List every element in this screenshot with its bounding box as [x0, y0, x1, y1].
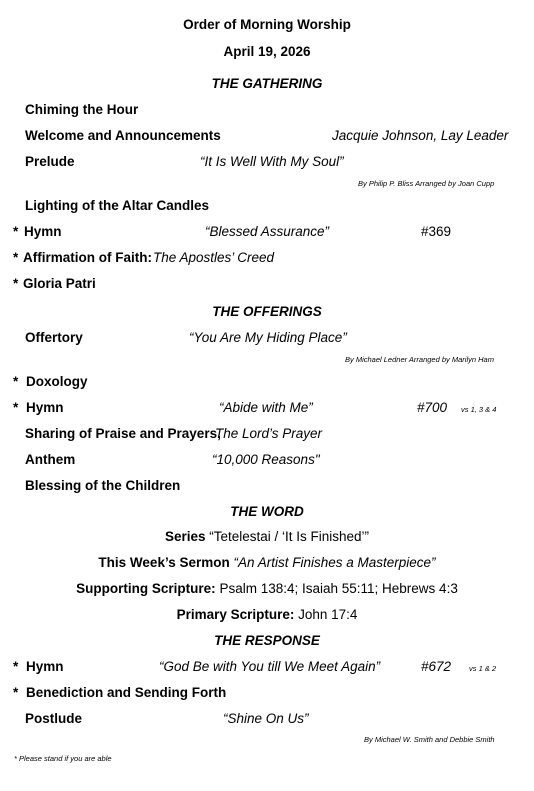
section-heading-response: THE RESPONSE [214, 633, 320, 648]
hymn-2-title: “Abide with Me” [219, 400, 313, 415]
item-blessing-children: Blessing of the Children [25, 478, 181, 493]
item-altar-candles: Lighting of the Altar Candles [25, 198, 209, 213]
item-doxology: Doxology [26, 374, 88, 389]
primary-scripture-text: John 17:4 [298, 607, 358, 622]
affirmation-text: The Apostles’ Creed [153, 250, 275, 265]
item-hymn-2: Hymn [26, 400, 64, 415]
stand-marker: * [13, 400, 19, 415]
stand-marker: * [13, 224, 19, 239]
item-hymn-1: Hymn [24, 224, 62, 239]
item-benediction: Benediction and Sending Forth [26, 685, 227, 700]
item-postlude: Postlude [25, 711, 83, 726]
supporting-scripture-text: Psalm 138:4; Isaiah 55:11; Hebrews 4:3 [219, 581, 458, 596]
supporting-scripture-line [0, 582, 534, 596]
section-heading-word: THE WORD [230, 504, 304, 519]
service-date: April 19, 2026 [223, 44, 311, 59]
hymn-3-verses: vs 1 & 2 [469, 664, 497, 673]
stand-marker: * [13, 685, 19, 700]
item-offertory: Offertory [25, 330, 83, 345]
sermon-text: “An Artist Finishes a Masterpiece” [233, 555, 436, 570]
hymn-3-number: #672 [421, 659, 452, 674]
series-line [0, 530, 534, 544]
hymn-2-number: #700 [417, 400, 448, 415]
anthem-title: “10,000 Reasons" [212, 452, 320, 467]
item-chiming-the-hour: Chiming the Hour [25, 102, 139, 117]
hymn-1-title: “Blessed Assurance” [205, 224, 330, 239]
section-heading-gathering: THE GATHERING [211, 76, 323, 91]
primary-scripture-line [0, 608, 534, 622]
item-anthem: Anthem [25, 452, 76, 467]
hymn-3-title: “God Be with You till We Meet Again” [159, 659, 381, 674]
prelude-credit: By Philip P. Bliss Arranged by Joan Cupp [358, 179, 495, 188]
stand-marker: * [13, 250, 19, 265]
postlude-credit: By Michael W. Smith and Debbie Smith [364, 735, 495, 744]
offertory-credit: By Michael Ledner Arranged by Marilyn Ham [345, 355, 494, 364]
item-hymn-3: Hymn [26, 659, 64, 674]
sermon-label: This Week’s Sermon [98, 555, 230, 570]
sermon-line [0, 556, 534, 570]
offertory-title: “You Are My Hiding Place” [189, 330, 347, 345]
item-affirmation: Affirmation of Faith: [23, 250, 152, 265]
primary-scripture-label: Primary Scripture: [176, 607, 295, 622]
bulletin-title: Order of Morning Worship [183, 17, 351, 32]
stand-marker: * [13, 659, 19, 674]
item-welcome: Welcome and Announcements [25, 128, 221, 143]
stand-marker: * [13, 276, 19, 291]
supporting-scripture-label: Supporting Scripture: [76, 581, 216, 596]
item-gloria-patri: Gloria Patri [23, 276, 96, 291]
prelude-title: “It Is Well With My Soul” [200, 154, 344, 169]
welcome-leader: Jacquie Johnson, Lay Leader [332, 128, 509, 143]
postlude-title: “Shine On Us” [223, 711, 309, 726]
series-label: Series [164, 529, 206, 544]
footnote: * Please stand if you are able [14, 754, 112, 763]
stand-marker: * [13, 374, 19, 389]
sharing-text: The Lord’s Prayer [215, 426, 323, 441]
hymn-1-number: #369 [421, 224, 452, 239]
item-prelude: Prelude [25, 154, 75, 169]
item-sharing: Sharing of Praise and Prayers, [25, 426, 221, 441]
series-text: “Tetelestai / ‘It Is Finished’” [209, 529, 370, 544]
section-heading-offerings: THE OFFERINGS [212, 304, 322, 319]
hymn-2-verses: vs 1, 3 & 4 [461, 405, 497, 414]
